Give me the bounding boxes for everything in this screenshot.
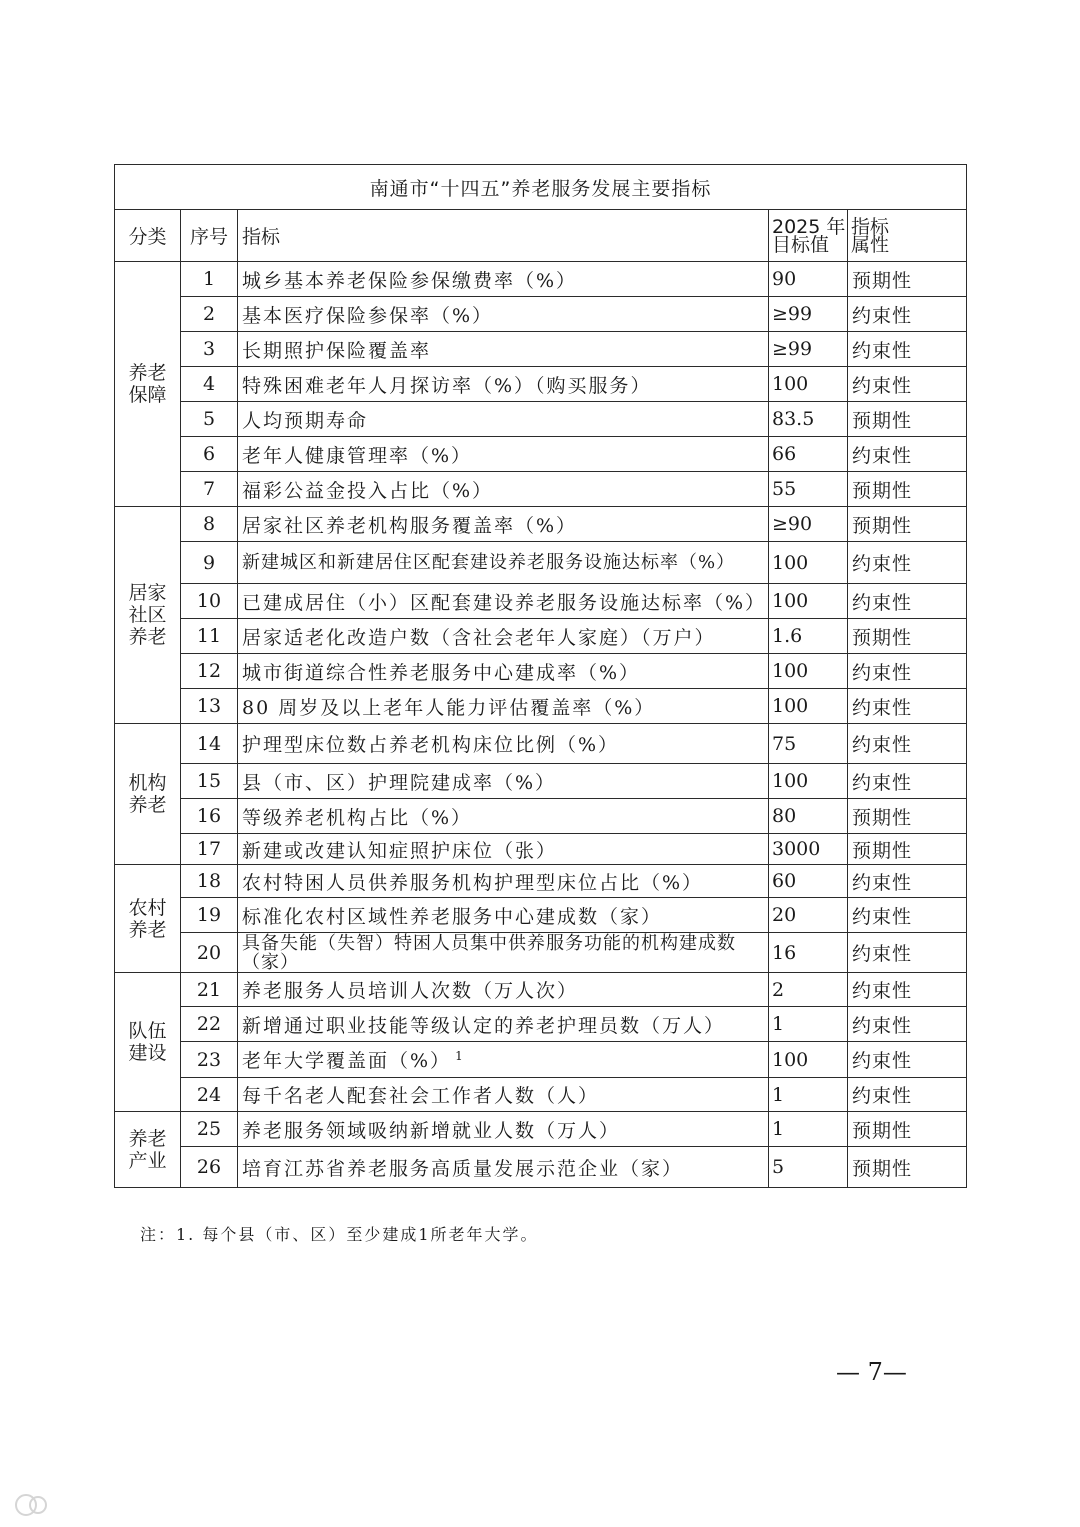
indicator-attribute: 约束性 — [848, 689, 967, 724]
indicator-attribute: 约束性 — [848, 437, 967, 472]
indicator-attribute: 约束性 — [848, 764, 967, 799]
indicator-cell — [238, 262, 769, 297]
indicator-cell — [238, 1147, 769, 1188]
table-row — [115, 1112, 967, 1147]
indicator-cell — [238, 437, 769, 472]
indicator-cell — [238, 654, 769, 689]
header-number: 序号 — [181, 210, 238, 262]
indicator-attribute: 预期性 — [848, 619, 967, 654]
category-cell — [115, 262, 181, 507]
category-label: 养老 — [128, 1127, 167, 1150]
indicator-cell — [238, 799, 769, 834]
table-row — [115, 262, 967, 297]
indicator-attribute: 约束性 — [848, 332, 967, 367]
target-value: 1 — [769, 1078, 848, 1112]
indicator-cell — [238, 724, 769, 764]
target-value: ≥99 — [769, 332, 848, 367]
row-number: 25 — [181, 1112, 238, 1147]
table-row — [115, 973, 967, 1007]
indicator-attribute: 预期性 — [848, 507, 967, 542]
footnote-marker: 1 — [455, 1048, 463, 1063]
indicator-text: 福彩公益金投入占比（%） — [242, 479, 494, 502]
row-number: 1 — [181, 262, 238, 297]
indicator-cell — [238, 402, 769, 437]
table-title: 南通市“十四五”养老服务发展主要指标 — [115, 165, 967, 210]
table-row — [115, 1078, 967, 1112]
header-attr-line1: 指标 — [851, 215, 890, 238]
category-label: 社区 — [128, 604, 167, 626]
indicator-text: 农村特困人员供养服务机构护理型床位占比（%） — [242, 871, 704, 894]
indicator-text: 护理型床位数占养老机构床位比例（%） — [242, 734, 620, 756]
indicator-cell — [238, 898, 769, 933]
indicator-attribute: 约束性 — [848, 297, 967, 332]
indicator-text: 老年大学覆盖面（%） — [242, 1050, 452, 1072]
indicator-text: 等级养老机构占比（%） — [242, 806, 473, 829]
indicator-text: 长期照护保险覆盖率 — [242, 339, 432, 362]
indicator-text: 基本医疗保险参保率（%） — [242, 304, 494, 327]
row-number: 14 — [181, 724, 238, 764]
category-cell — [115, 507, 181, 724]
header-attr-line2: 属性 — [851, 233, 890, 256]
indicator-attribute: 约束性 — [848, 654, 967, 689]
indicator-attribute: 预期性 — [848, 402, 967, 437]
target-value: 1 — [769, 1112, 848, 1147]
indicator-attribute: 约束性 — [848, 898, 967, 933]
indicator-cell — [238, 367, 769, 402]
target-value: ≥90 — [769, 507, 848, 542]
row-number: 10 — [181, 584, 238, 619]
table-body — [115, 262, 967, 1188]
indicator-text: 老年人健康管理率（%） — [242, 444, 473, 467]
row-number: 8 — [181, 507, 238, 542]
indicator-attribute: 约束性 — [848, 973, 967, 1007]
indicator-cell — [238, 619, 769, 654]
indicator-text: 城市街道综合性养老服务中心建成率（%） — [242, 661, 641, 684]
table-row — [115, 724, 967, 764]
header-indicator: 指标 — [238, 210, 769, 262]
indicator-attribute: 约束性 — [848, 724, 967, 764]
indicator-text: 人均预期寿命 — [242, 409, 369, 432]
row-number: 9 — [181, 542, 238, 584]
indicator-attribute: 预期性 — [848, 1112, 967, 1147]
header-target — [769, 210, 848, 262]
indicator-cell — [238, 865, 769, 898]
target-value: 100 — [769, 764, 848, 799]
category-label: 养老 — [128, 918, 167, 941]
category-label: 机构 — [128, 772, 167, 794]
row-number: 6 — [181, 437, 238, 472]
table-row — [115, 507, 967, 542]
table-row — [115, 619, 967, 654]
header-attribute — [848, 210, 967, 262]
target-value: 100 — [769, 654, 848, 689]
indicator-attribute: 约束性 — [848, 933, 967, 973]
indicator-cell — [238, 1112, 769, 1147]
indicator-cell — [238, 764, 769, 799]
target-value: 100 — [769, 542, 848, 584]
indicator-cell — [238, 834, 769, 865]
table-row — [115, 1007, 967, 1042]
table-row — [115, 933, 967, 973]
target-value: 60 — [769, 865, 848, 898]
indicator-text: 标准化农村区域性养老服务中心建成数（家） — [242, 905, 663, 928]
table-row — [115, 297, 967, 332]
category-label: 养老 — [128, 794, 167, 816]
target-value: 16 — [769, 933, 848, 973]
indicator-text: 县（市、区）护理院建成率（%） — [242, 771, 557, 794]
category-label: 养老 — [128, 626, 167, 648]
indicator-cell — [238, 332, 769, 367]
indicator-attribute: 约束性 — [848, 1007, 967, 1042]
table-row — [115, 367, 967, 402]
indicator-text: 具备失能（失智）特困人员集中供养服务功能的机构建成数（家） — [242, 932, 736, 973]
target-value: 100 — [769, 584, 848, 619]
table-row — [115, 584, 967, 619]
indicator-text: 80 周岁及以上老年人能力评估覆盖率（%） — [242, 696, 656, 719]
row-number: 3 — [181, 332, 238, 367]
indicator-attribute: 约束性 — [848, 1042, 967, 1078]
row-number: 23 — [181, 1042, 238, 1078]
indicator-attribute: 约束性 — [848, 865, 967, 898]
indicator-attribute: 预期性 — [848, 834, 967, 865]
indicator-cell — [238, 933, 769, 973]
category-label: 农村 — [128, 896, 167, 919]
indicator-cell — [238, 542, 769, 584]
row-number: 5 — [181, 402, 238, 437]
category-cell — [115, 724, 181, 865]
category-label: 居家 — [128, 582, 167, 604]
category-label: 产业 — [128, 1149, 167, 1172]
row-number: 17 — [181, 834, 238, 865]
row-number: 20 — [181, 933, 238, 973]
row-number: 24 — [181, 1078, 238, 1112]
table-row — [115, 764, 967, 799]
target-value: 2 — [769, 973, 848, 1007]
row-number: 18 — [181, 865, 238, 898]
header-target-line1: 2025 年 — [772, 215, 846, 238]
table-row — [115, 437, 967, 472]
indicator-attribute: 约束性 — [848, 584, 967, 619]
target-value: 80 — [769, 799, 848, 834]
row-number: 13 — [181, 689, 238, 724]
category-label: 养老 — [128, 362, 167, 384]
table-row — [115, 472, 967, 507]
table-row — [115, 402, 967, 437]
table-row — [115, 654, 967, 689]
indicator-text: 培育江苏省养老服务高质量发展示范企业（家） — [242, 1157, 684, 1180]
row-number: 22 — [181, 1007, 238, 1042]
watermark-icon — [12, 1490, 152, 1520]
row-number: 7 — [181, 472, 238, 507]
table-row — [115, 1042, 967, 1078]
indicator-text: 居家适老化改造户数（含社会老年人家庭）（万户） — [242, 626, 716, 649]
target-value: 5 — [769, 1147, 848, 1188]
indicator-text: 居家社区养老机构服务覆盖率（%） — [242, 514, 578, 537]
indicator-attribute: 预期性 — [848, 472, 967, 507]
table-row — [115, 799, 967, 834]
target-value: 3000 — [769, 834, 848, 865]
indicator-text: 养老服务人员培训人次数（万人次） — [242, 980, 579, 1002]
indicator-attribute: 预期性 — [848, 1147, 967, 1188]
category-cell — [115, 973, 181, 1112]
indicator-attribute: 预期性 — [848, 262, 967, 297]
indicator-cell — [238, 584, 769, 619]
table-row — [115, 1147, 967, 1188]
category-label: 建设 — [128, 1042, 167, 1064]
indicator-attribute: 预期性 — [848, 799, 967, 834]
target-value: 83.5 — [769, 402, 848, 437]
table-row — [115, 865, 967, 898]
table-row — [115, 542, 967, 584]
row-number: 12 — [181, 654, 238, 689]
indicator-cell — [238, 472, 769, 507]
page-number: — 7— — [836, 1358, 907, 1386]
row-number: 2 — [181, 297, 238, 332]
category-label: 保障 — [128, 384, 167, 406]
table-row — [115, 834, 967, 865]
target-value: 55 — [769, 472, 848, 507]
indicator-cell — [238, 1042, 769, 1078]
target-value: 1.6 — [769, 619, 848, 654]
indicator-cell — [238, 973, 769, 1007]
row-number: 16 — [181, 799, 238, 834]
indicator-text: 每千名老人配套社会工作者人数（人） — [242, 1085, 600, 1107]
indicator-text: 已建成居住（小）区配套建设养老服务设施达标率（%） — [242, 591, 767, 614]
target-value: 100 — [769, 367, 848, 402]
row-number: 15 — [181, 764, 238, 799]
category-label: 队伍 — [128, 1020, 167, 1042]
target-value: 100 — [769, 689, 848, 724]
target-value: ≥99 — [769, 297, 848, 332]
watermark-logo — [12, 1490, 152, 1520]
row-number: 4 — [181, 367, 238, 402]
indicator-attribute: 约束性 — [848, 1078, 967, 1112]
table-row — [115, 898, 967, 933]
indicator-text: 特殊困难老年人月探访率（%）（购买服务） — [242, 374, 652, 397]
indicator-attribute: 约束性 — [848, 542, 967, 584]
indicator-text: 新建城区和新建居住区配套建设养老服务设施达标率（%） — [242, 552, 736, 573]
indicator-cell — [238, 507, 769, 542]
indicator-text: 新建或改建认知症照护床位（张） — [242, 839, 558, 862]
indicator-attribute: 约束性 — [848, 367, 967, 402]
header-category: 分类 — [115, 210, 181, 262]
indicator-cell — [238, 1078, 769, 1112]
row-number: 26 — [181, 1147, 238, 1188]
category-cell — [115, 1112, 181, 1188]
indicator-text: 新增通过职业技能等级认定的养老护理员数（万人） — [242, 1014, 726, 1037]
header-target-line2: 目标值 — [772, 233, 830, 256]
row-number: 11 — [181, 619, 238, 654]
indicator-cell — [238, 689, 769, 724]
table-row — [115, 689, 967, 724]
indicator-cell — [238, 1007, 769, 1042]
target-value: 100 — [769, 1042, 848, 1078]
indicator-cell — [238, 297, 769, 332]
target-value: 20 — [769, 898, 848, 933]
indicator-text: 城乡基本养老保险参保缴费率（%） — [242, 269, 578, 292]
table-row — [115, 332, 967, 367]
category-cell — [115, 865, 181, 973]
target-value: 90 — [769, 262, 848, 297]
indicator-table — [114, 164, 967, 1188]
indicator-text: 养老服务领域吸纳新增就业人数（万人） — [242, 1119, 621, 1142]
row-number: 21 — [181, 973, 238, 1007]
target-value: 1 — [769, 1007, 848, 1042]
target-value: 66 — [769, 437, 848, 472]
footnote: 注：1. 每个县（市、区）至少建成1所老年大学。 — [140, 1225, 539, 1244]
row-number: 19 — [181, 898, 238, 933]
target-value: 75 — [769, 724, 848, 764]
